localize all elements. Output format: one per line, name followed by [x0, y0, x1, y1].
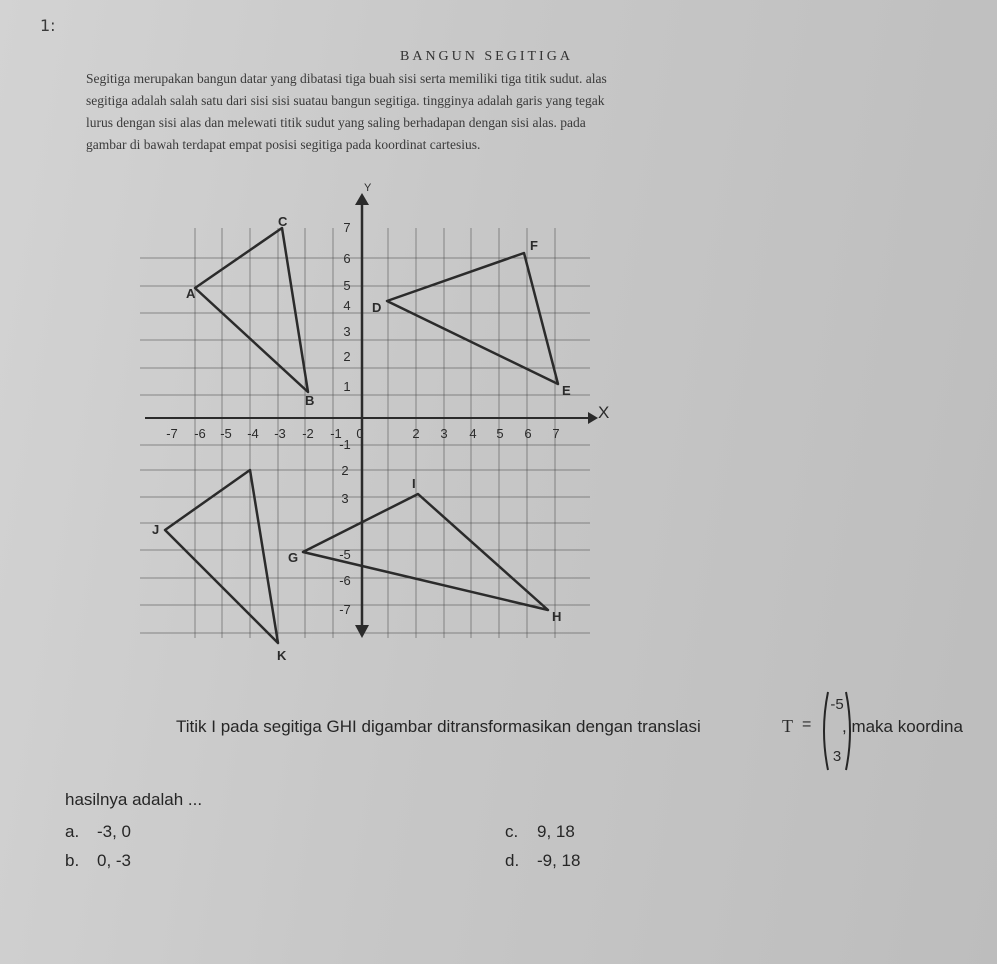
option-value: 9, 18: [537, 822, 575, 841]
y-tick-label: 3: [343, 324, 351, 339]
point-label: B: [305, 393, 315, 408]
y-tick-label: -1: [339, 437, 351, 452]
question-text: Titik I pada segitiga GHI digambar ditransformasikan dengan translasi: [176, 717, 701, 736]
page-title: BANGUN SEGITIGA: [400, 49, 573, 64]
option-value: -3, 0: [97, 822, 132, 841]
y-tick-label: 1: [343, 379, 351, 394]
x-tick-label: 0: [356, 426, 364, 441]
y-tick-label: -5: [339, 547, 351, 562]
point-label: I: [412, 476, 416, 491]
paragraph-line: Segitiga merupakan bangun datar yang dibatasi tiga buah sisi serta memiliki tiga titik sudut. alas: [86, 71, 607, 86]
x-tick-label: 3: [440, 426, 448, 441]
option-letter: d.: [505, 851, 520, 870]
y-axis-arrow: [355, 193, 369, 205]
option-letter: a.: [65, 822, 80, 841]
option-b[interactable]: [65, 851, 131, 871]
y-tick-label: 2: [343, 349, 351, 364]
page-number: 1:: [40, 16, 56, 35]
y-tick-label: -7: [339, 602, 351, 617]
x-tick-label: 4: [469, 426, 477, 441]
x-tick-label: 2: [412, 426, 420, 441]
x-tick-label: 5: [496, 426, 504, 441]
x-tick-label: -4: [247, 426, 259, 441]
option-letter: b.: [65, 851, 80, 870]
point-label: A: [186, 286, 196, 301]
point-label: D: [372, 300, 382, 315]
equals-sign: =: [802, 716, 812, 733]
y-tick-label: -6: [339, 573, 351, 588]
x-tick-label: -5: [220, 426, 232, 441]
point-label: H: [552, 609, 562, 624]
point-label: G: [288, 550, 299, 565]
grid-lines: [140, 228, 590, 638]
option-letter: c.: [505, 822, 519, 841]
x-tick-label: -3: [274, 426, 286, 441]
option-a[interactable]: [65, 822, 131, 842]
y-axis-label: Y: [364, 182, 372, 194]
paragraph-line: gambar di bawah terdapat empat posisi segitiga pada koordinat cartesius.: [86, 137, 481, 152]
point-label: J: [152, 522, 160, 537]
option-value: -9, 18: [537, 851, 581, 870]
paragraph-line: lurus dengan sisi alas dan melewati titik sudut yang saling berhadapan dengan sisi alas. pada: [86, 115, 586, 130]
point-label: E: [562, 383, 571, 398]
vector-top-value: -5: [830, 696, 844, 713]
y-tick-label: 7: [343, 220, 351, 235]
option-value: 0, -3: [97, 851, 132, 870]
point-label: C: [278, 214, 288, 229]
translation-symbol: T: [782, 716, 793, 736]
x-tick-label: -6: [194, 426, 206, 441]
question-tail: , maka koordina: [842, 717, 963, 736]
option-d[interactable]: [505, 851, 580, 871]
x-tick-label: 7: [552, 426, 560, 441]
axes: [145, 193, 598, 638]
point-label: F: [530, 238, 538, 253]
y-axis-arrow-down: [355, 625, 369, 638]
paragraph-line: segitiga adalah salah satu dari sisi sisi suatau bangun segitiga. tingginya adalah garis yang tegak: [86, 93, 605, 108]
x-axis-label: X: [598, 403, 610, 422]
triangle-def: [387, 253, 558, 384]
vector-bottom-value: 3: [832, 748, 842, 765]
y-tick-label: 6: [343, 251, 351, 266]
option-c[interactable]: [505, 822, 575, 842]
x-tick-label: -7: [166, 426, 178, 441]
y-tick-label: 5: [343, 278, 351, 293]
triangle-abc: [195, 228, 308, 392]
question-line-2: hasilnya adalah ...: [65, 790, 203, 809]
y-tick-label: 3: [341, 491, 349, 506]
x-tick-label: 6: [524, 426, 532, 441]
graph-labels: [152, 182, 609, 663]
x-tick-label: -2: [302, 426, 314, 441]
x-axis-arrow: [588, 412, 598, 424]
y-tick-label: 4: [343, 298, 351, 313]
x-tick-label: -1: [330, 426, 342, 441]
point-label: K: [277, 648, 287, 663]
y-tick-label: 2: [341, 463, 349, 478]
